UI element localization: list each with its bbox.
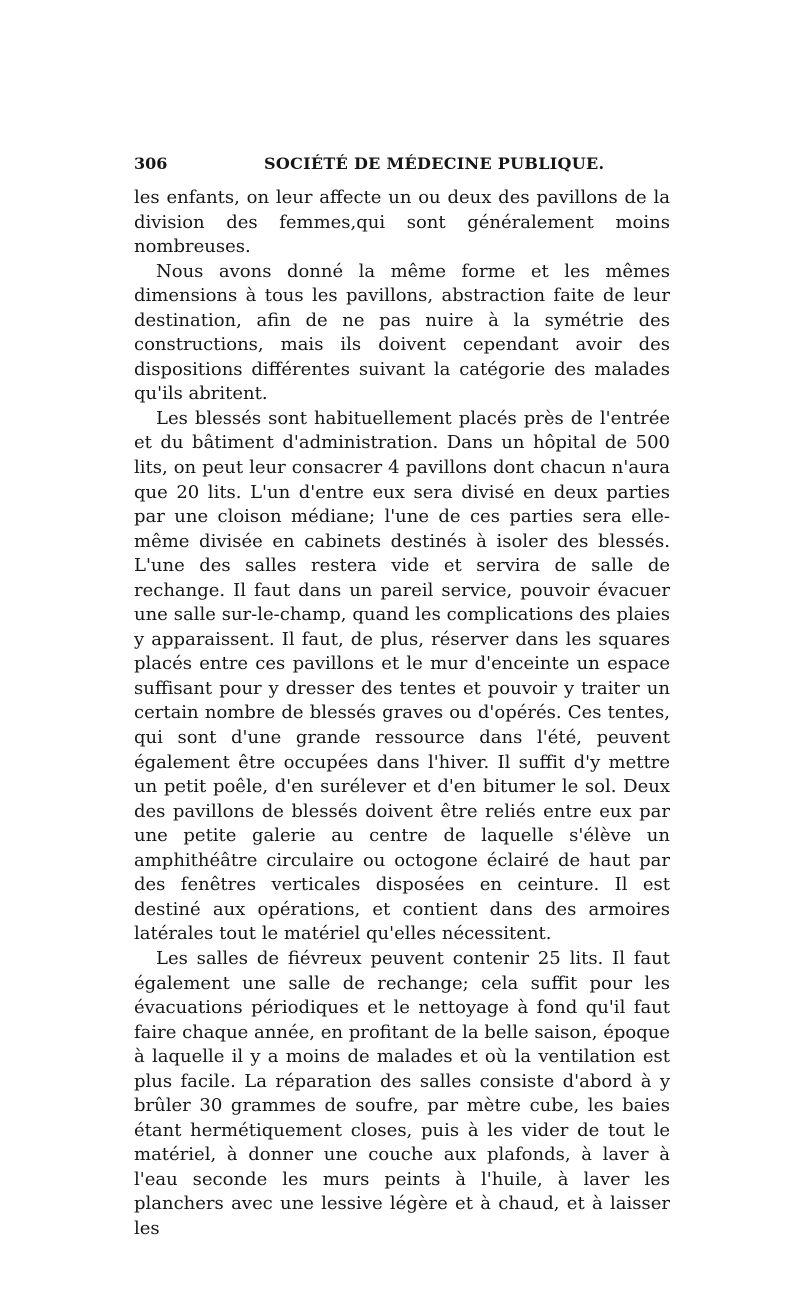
paragraph-fever-wards: Les salles de fiévreux peuvent contenir 25 lits. Il faut également une salle de rechange; cela suffit pour les évacuations périodiques et le nettoyage à fond qu'il faut faire chaque année, en profitant de la belle saison, époque à laquelle il y a moins de malades et où la ventilation est plus facile. La réparation des salles consiste d'abord à y brûler 30 grammes de soufre, par mètre cube, les baies étant hermétiquement closes, puis à les vider de tout le matériel, à donner une couche aux plafonds, à laver à l'eau seconde les murs peints à l'huile, à laver les planchers avec une lessive légère et à chaud, et à laisser les — [134, 947, 670, 1239]
journal-title: SOCIÉTÉ DE MÉDECINE PUBLIQUE. — [264, 154, 605, 173]
body-text — [134, 186, 670, 1242]
page-number: 306 — [134, 154, 168, 173]
running-head — [134, 150, 670, 178]
paragraph-pavilion-dimensions: Nous avons donné la même forme et les mêmes dimensions à tous les pavillons, abstraction faite de leur destination, afin de ne pas nuire à la symétrie des constructions, mais ils doivent cependant avoir des dispositions différentes suivant la catégorie des malades qu'ils abritent. — [134, 260, 670, 405]
paragraph-continuation: les enfants, on leur affecte un ou deux des pavillons de la division des femmes,qui sont généralement moins nombreuses. — [134, 187, 670, 258]
paragraph-wounded-patients: Les blessés sont habituellement placés près de l'entrée et du bâtiment d'administration. Dans un hôpital de 500 lits, on peut leur consacrer 4 pavillons dont chacun n'aura que 20 lits. L'un d'entre eux sera divisé en deux parties par une cloison médiane; l'une de ces parties sera elle-même divisée en cabinets destinés à isoler des blessés. L'une des salles restera vide et servira de salle de rechange. Il faut dans un pareil service, pouvoir évacuer une salle sur-le-champ, quand les complications des plaies y apparaissent. Il faut, de plus, réserver dans les squares placés entre ces pavillons et le mur d'enceinte un espace suffisant pour y dresser des tentes et pouvoir y traiter un certain nombre de blessés graves ou d'opérés. Ces tentes, qui sont d'une grande ressource dans l'été, peuvent également être occupées dans l'hiver. Il suffit d'y mettre un petit poêle, d'en surélever et d'en bitumer le sol. Deux des pavillons de blessés doivent être reliés entre eux par une petite galerie au centre de laquelle s'élève un amphithéâtre circulaire ou octogone éclairé de haut par des fenêtres verticales disposées en ceinture. Il est destiné aux opérations, et contient dans des armoires latérales tout le matériel qu'elles nécessitent. — [134, 407, 670, 945]
